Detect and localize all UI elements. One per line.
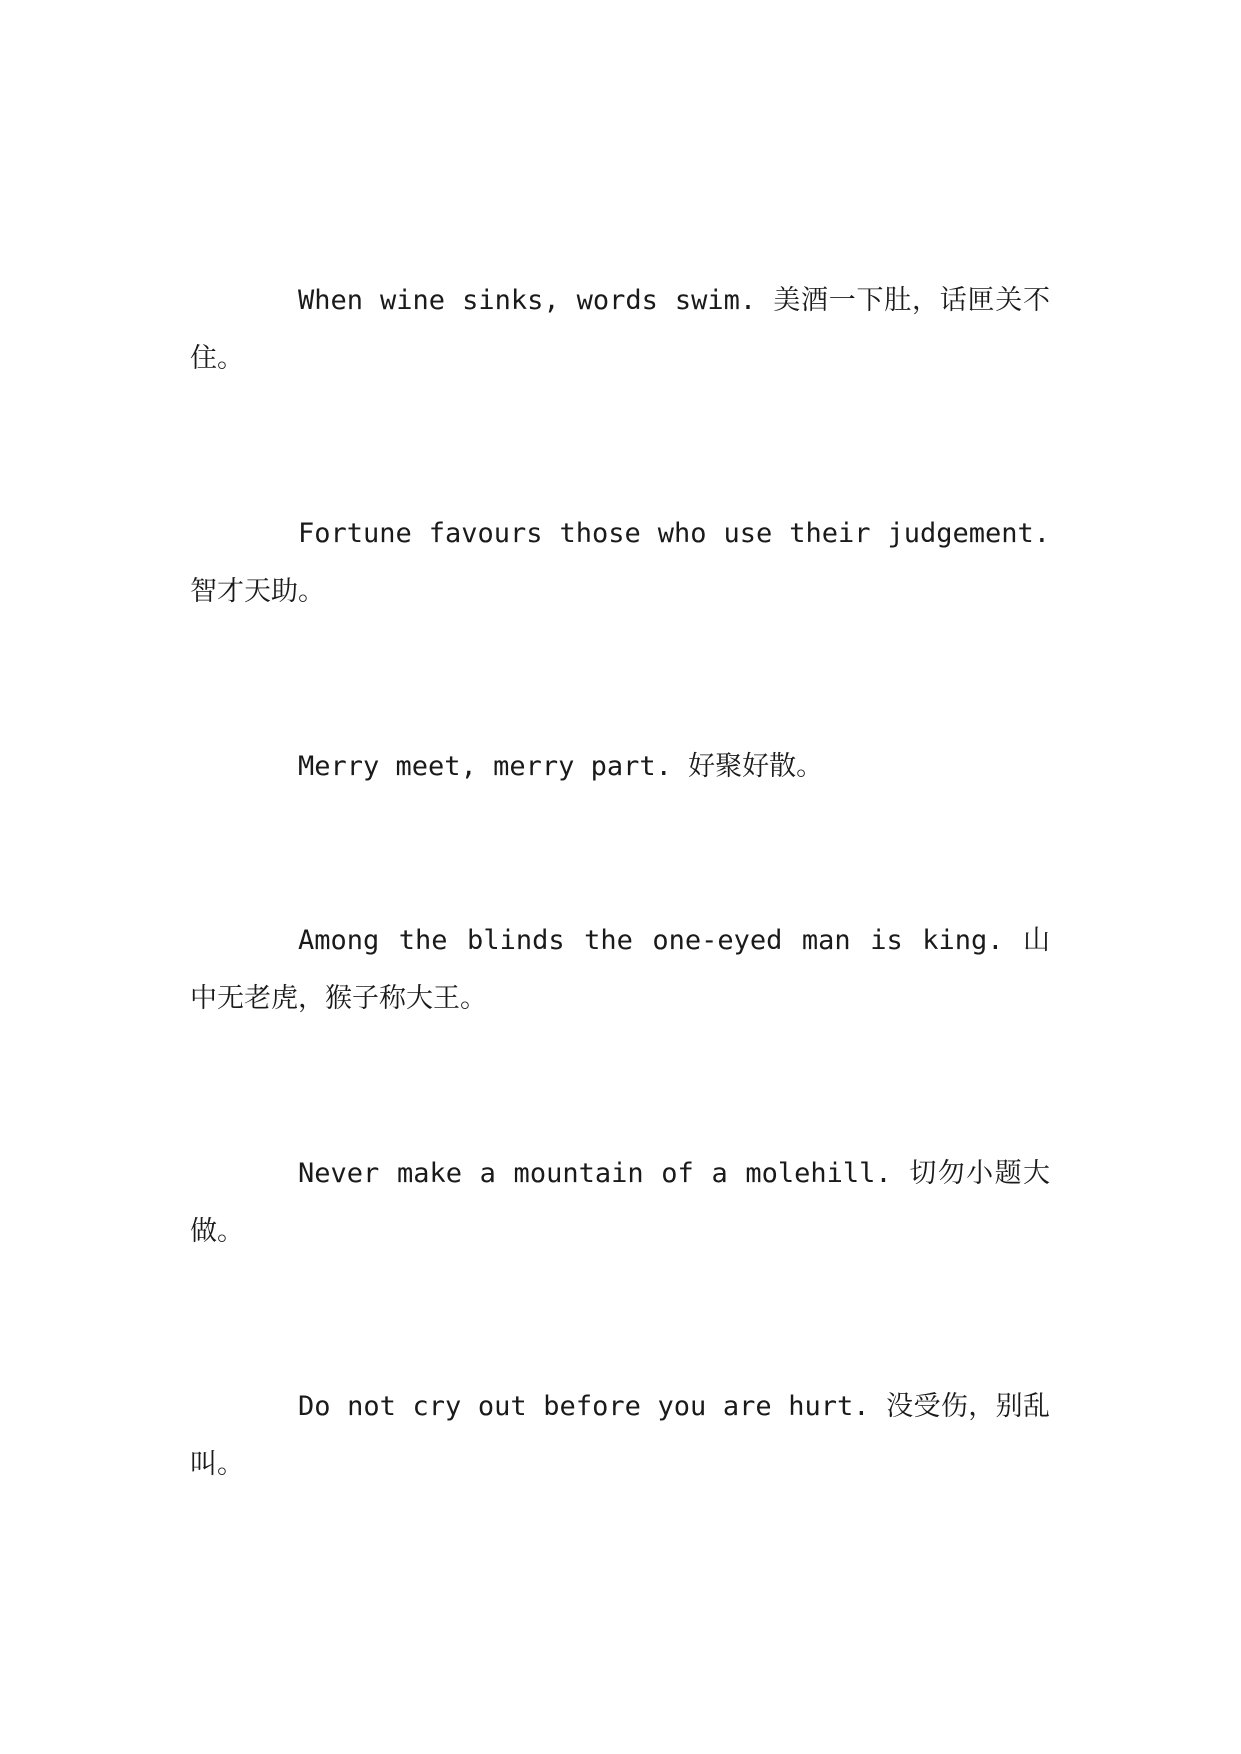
proverb-paragraph: Merry meet, merry part. 好聚好散。 xyxy=(298,751,824,782)
proverb-paragraph: Fortune favours those who use their judgement. 智才天助。 xyxy=(190,518,1050,607)
proverb-paragraph: Among the blinds the one-eyed man is king. 山中无老虎，猴子称大王。 xyxy=(190,925,1050,1014)
proverb-paragraph: Never make a mountain of a molehill. 切勿小题大做。 xyxy=(190,1158,1050,1247)
proverb-paragraph: Do not cry out before you are hurt. 没受伤，别乱叫。 xyxy=(190,1391,1050,1480)
proverb-paragraph: When wine sinks, words swim. 美酒一下肚，话匣关不住。 xyxy=(190,285,1050,374)
